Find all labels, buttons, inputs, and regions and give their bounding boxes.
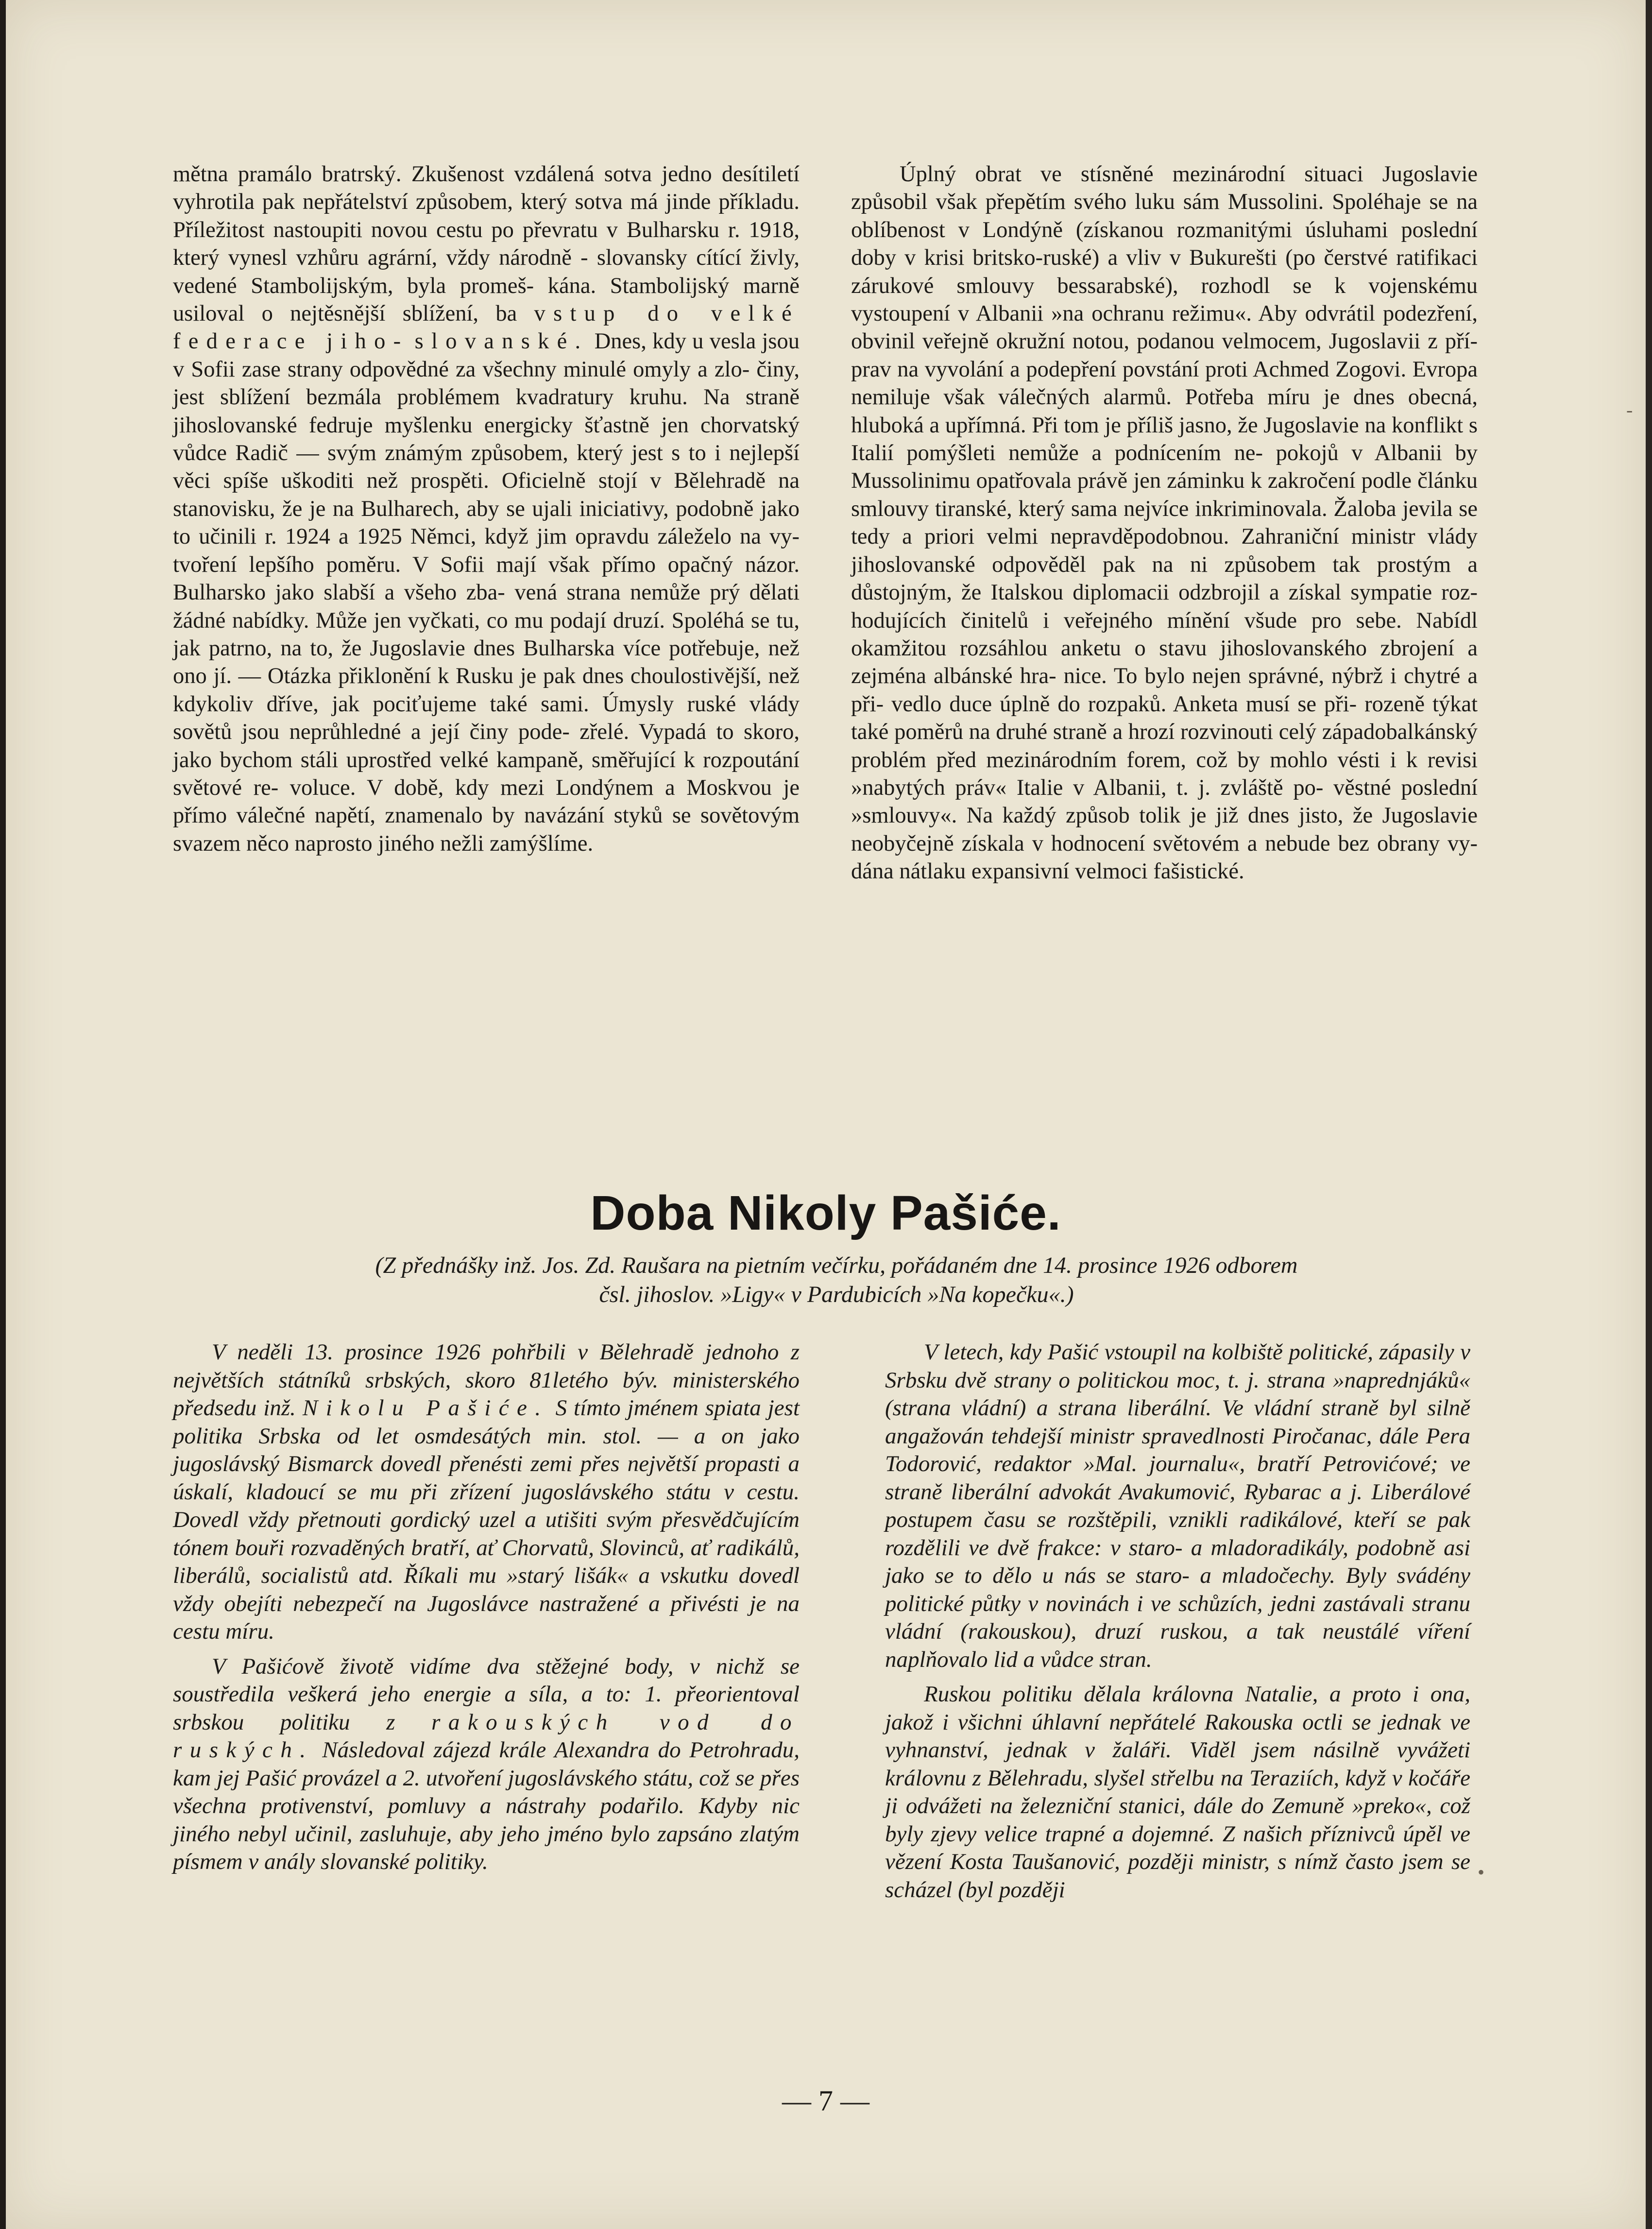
emphasis-spaced-text-cont: slovanské. bbox=[414, 329, 589, 354]
article-paragraph-3: V letech, kdy Pašić vstoupil na kolbiště politické, zápasily v Srbsku dvě strany o politickou moc, t. j. strana »naprednjáků« (strana vládní) a strana liberální. Ve vládní straně byl silně angažován tehdejší ministr spravedlnosti Piročanac, dále Pera Todorović, redaktor »Mal. journalu«, bratří Petrovićové; ve straně liberální advokát Avakumović, Rybarac a j. Liberálové postupem času se rozštěpili, vznikli radikálové, kteří se pak rozdělili ve dvě frakce: v staro- a mladoradikály, podobně asi jako se to dělo u nás se staro- a mladočechy. Byly svádény politické půtky v novinách i ve schůzích, jedni zastávali stranu vládní (rakouskou), druzí ruskou, a tak neustálé víření naplňovalo lid a vůdce stran. bbox=[885, 1339, 1470, 1672]
bottom-left-column bbox=[173, 1338, 800, 1876]
subtitle-line-1: (Z přednášky inž. Jos. Zd. Raušara na pietním večírku, pořádaném dne 14. prosince 1926 odborem bbox=[375, 1252, 1298, 1278]
subtitle-line-2: čsl. jihoslov. »Ligy« v Pardubicích »Na kopečku«.) bbox=[599, 1282, 1074, 1307]
article-title: Doba Nikoly Pašiće. bbox=[590, 1186, 1061, 1240]
scan-dot-mark: • bbox=[1478, 1861, 1485, 1883]
scan-speck-mark: - bbox=[1626, 399, 1633, 421]
article-paragraph-1: V neděli 13. prosince 1926 pohřbili v Bělehradě jednoho z největších státníků srbských, skoro 81letého býv. ministerského předsedu inž. Nikolu Pašiće. S tímto jménem spiata jest politika Srbska od let osmdesátých min. stol. — a on jako jugoslávský Bismarck dovedl přenésti zemi přes největší propasti a úskalí, kladoucí se mu při zřízení jugoslávského státu v cestu. Dovedl vždy přetnouti gordický uzel a utišiti svým přesvědčujícím tónem bouři rozvaděných bratří, ať Chorvatů, Slovinců, ať radikálů, liberálů, socialistů atd. Říkali mu »starý lišák« a vskutku dovedl vždy obejíti nebezpečí na Jugoslávce nastražené a přivésti je na cestu míru. bbox=[173, 1339, 800, 1644]
page-number: — 7 — bbox=[782, 2085, 869, 2117]
book-spine-edge bbox=[0, 0, 6, 2229]
top-left-column bbox=[173, 160, 800, 857]
person-name-spaced: Nikolu Pašiće. bbox=[302, 1395, 549, 1421]
top-right-column bbox=[851, 160, 1478, 886]
top-right-paragraph: Úplný obrat ve stísněné mezinárodní situaci Jugoslavie způsobil však přepětím svého luku sám Mussolini. Spoléhaje se na oblíbenost v Londýně (získanou rozmanitými úsluhami poslední doby v krisi britsko-ruské) a vliv v Bukurešti (po čerstvé ratifikaci zárukové smlouvy bessarabské), rozhodl se k vojenskému vystoupení v Albanii »na ochranu režimu«. Aby odvrátil podezření, obvinil veřejně okružní notou, podanou velmocem, Jugoslavii z pří- prav na vyvolání a podepření povstání proti Achmed Zogovi. Evropa nemiluje však válečných alarmů. Potřeba míru je dnes obecná, hluboká a upřímná. Při tom je příliš jasno, že Jugoslavie na konflikt s Italií pomýšleti nemůže a podnícením ne- pokojů v Albanii by Mussolinimu opatřovala právě jen záminku k zakročení podle článku smlouvy tiranské, který sama nejvíce inkriminovala. Žaloba jevila se tedy a priori velmi nepravděpodobnou. Zahraniční ministr vlády jihoslovanské odpověděl pak na ni způsobem tak prostým a důstojným, že Italskou diplomacii odzbrojil a získal sympatie roz- hodujících činitelů i veřejného mínění všude pro sebe. Nabídl okamžitou rozsáhlou anketu o stavu jihoslovanského zbrojení a zejména albánské hra- nice. To bylo nejen správné, nýbrž i chytré a při- vedlo duce úplně do rozpaků. Anketa musí se při- rozeně týkat také poměrů na druhé straně a hrozí rozvinouti celý západobalkánský problém před mezinárodním forem, což by mohlo vésti i k revisi »nabytých práv« Italie v Albanii, t. j. zvláště po- věstné poslední »smlouvy«. Na každý způsob tolik je již dnes jisto, že Jugoslavie neobyčejně získala v hodnocení světovém a nebude bez obrany vy- dána nátlaku expansivní velmoci fašistické. bbox=[851, 162, 1478, 884]
article-subtitle bbox=[210, 1251, 1463, 1309]
document-page bbox=[6, 0, 1646, 2229]
bottom-right-column bbox=[885, 1338, 1470, 1904]
emphasis-spaced-phrase: rakouských vod do ruských. bbox=[173, 1709, 800, 1763]
article-paragraph-4: Ruskou politiku dělala královna Natalie, a proto i ona, jakož i všichni úhlavní nepřátelé Rakouska octli se jednak ve vyhnanství, jednak v žaláři. Viděl jsem násilně vyvážeti královnu z Bělehradu, slyšel střelbu na Teraziích, když v kočáře ji odvážeti na železniční stanici, dále do Zemuně »preko«, což byly zjevy velice trapné a dojemné. Z našich příznivců úpěl ve vězení Kosta Taušanović, později ministr, s nímž často jsem se scházel (byl později bbox=[885, 1681, 1470, 1903]
top-left-paragraph: mětna pramálo bratrský. Zkušenost vzdálená sotva jedno desítiletí vyhrotila pak nepřátelství způsobem, který sotva má jinde příkladu. Příležitost nastoupiti novou cestu po převratu v Bulharsku r. 1918, který vynesl vzhůru agrární, vždy národně - slovansky cítící živly, vedené Stambolijským, byla promeš- kána. Stambolijský marně usiloval o nejtěsnější sblížení, ba vstup do velké federace jiho- slovanské. Dnes, kdy u vesla jsou v Sofii zase strany odpovědné za všechny minulé omyly a zlo- činy, jest sblížení bezmála problémem kvadratury kruhu. Na straně jihoslovanské fedruje myšlenku energicky šťastně jen chorvatský vůdce Radič — svým známým způsobem, který jest s to i nejlepší věci spíše uškoditi než prospěti. Oficielně stojí v Bělehradě na stanovisku, že je na Bulharech, aby se ujali iniciativy, podobně jako to učinili r. 1924 a 1925 Němci, když jim opravdu záleželo na vy- tvoření lepšího poměru. V Sofii mají však přímo opačný názor. Bulharsko jako slabší a všeho zba- vená strana nemůže prý dělati žádné nabídky. Může jen vyčkati, co mu podají druzí. Spoléhá se tu, jak patrno, na to, že Jugoslavie dnes Bulharska více potřebuje, než ono jí. — Otázka přiklonění k Rusku je pak dnes choulostivější, než kdykoliv dříve, jak pociťujeme také sami. Úmysly ruské vlády sovětů jsou neprůhledné a její činy pode- zřelé. Vypadá to skoro, jako bychom stáli uprostřed velké kampaně, směřující k rozpoutání světové re- voluce. V době, kdy mezi Londýnem a Moskvou je přímo válečné napětí, znamenalo by navázání styků se sovětovým svazem něco naprosto jiného nežli zamýšlíme. bbox=[173, 162, 800, 856]
article-paragraph-2: V Pašićově životě vidíme dva stěžejné body, v nichž se soustředila veškerá jeho energie a síla, a to: 1. přeorientoval srbskou politiku z rakouských vod do ruských. Následoval zájezd krále Alexandra do Petrohradu, kam jej Pašić provázel a 2. utvoření jugoslávského státu, což se přes všechna protivenství, pomluvy a nástrahy podařilo. Kdyby nic jiného nebyl učinil, zasluhuje, aby jeho jméno bylo zapsáno zlatým písmem v anály slovanské politiky. bbox=[173, 1653, 800, 1874]
emphasis-spaced-text: vstup do velké federace jiho- bbox=[173, 301, 800, 354]
